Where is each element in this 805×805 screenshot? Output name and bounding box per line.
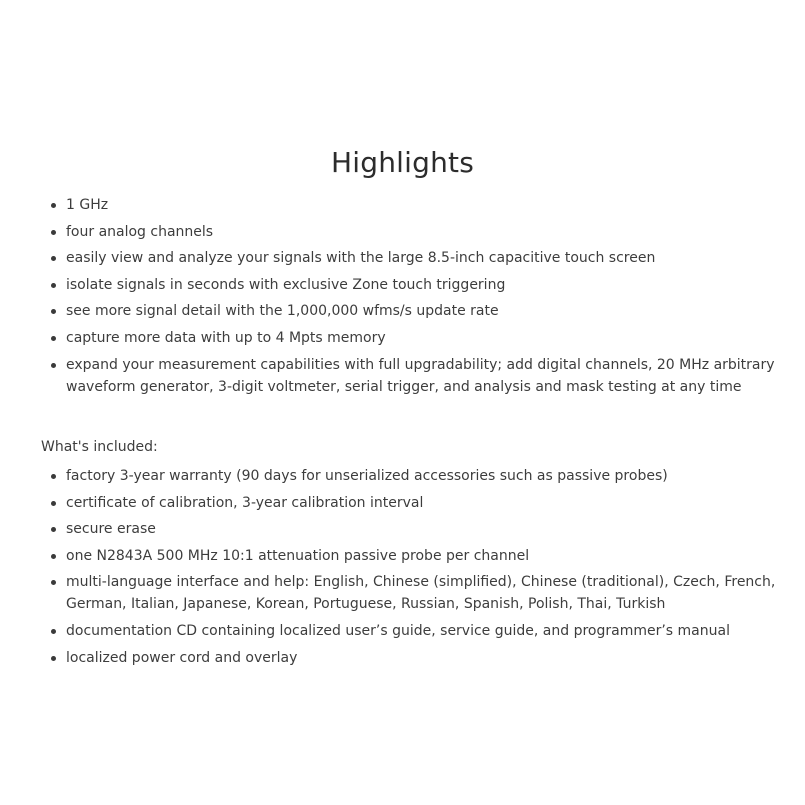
whats-included-label: What's included:	[41, 439, 158, 455]
list-item-text: see more signal detail with the 1,000,000 wfms/s update rate	[66, 303, 499, 320]
list-item-text: certificate of calibration, 3-year calibration interval	[66, 494, 424, 511]
list-item	[66, 545, 778, 567]
list-item	[66, 327, 778, 349]
list-item-text: isolate signals in seconds with exclusive Zone touch triggering	[66, 276, 506, 293]
list-item	[66, 571, 778, 615]
bullet-icon	[51, 629, 56, 634]
bullet-icon	[51, 656, 56, 661]
bullet-icon	[51, 501, 56, 506]
page-title: Highlights	[331, 146, 474, 179]
list-item	[66, 518, 778, 540]
list-item-text: easily view and analyze your signals with the large 8.5-inch capacitive touch screen	[66, 250, 656, 267]
included-list	[66, 465, 778, 673]
list-item	[66, 300, 778, 322]
list-item	[66, 221, 778, 243]
list-item-text: four analog channels	[66, 223, 214, 240]
bullet-icon	[51, 203, 56, 208]
bullet-icon	[51, 283, 56, 288]
bullet-icon	[51, 554, 56, 559]
bullet-icon	[51, 230, 56, 235]
list-item-text: multi-language interface and help: English, Chinese (simplified), Chinese (traditional), Czech, French, German, Italian, Japanese, Korean, Portuguese, Russian, Spanish, Polish, Thai, Turkish	[66, 574, 776, 613]
list-item-text: capture more data with up to 4 Mpts memory	[66, 329, 386, 346]
list-item	[66, 274, 778, 296]
list-item	[66, 354, 778, 398]
bullet-icon	[51, 336, 56, 341]
list-item-text: 1 GHz	[66, 197, 109, 213]
list-item-text: expand your measurement capabilities with full upgradability; add digital channels, 20 MHz arbitrary waveform generator, 3-digit voltmeter, serial trigger, and analysis and mask testing at any time	[66, 356, 775, 395]
highlights-list	[66, 194, 778, 402]
bullet-icon	[51, 580, 56, 585]
list-item-text: localized power cord and overlay	[66, 649, 298, 666]
list-item	[66, 647, 778, 669]
bullet-icon	[51, 527, 56, 532]
bullet-icon	[51, 474, 56, 479]
bullet-icon	[51, 363, 56, 368]
list-item	[66, 620, 778, 642]
bullet-icon	[51, 256, 56, 261]
list-item-text: secure erase	[66, 521, 156, 538]
list-item	[66, 194, 778, 216]
bullet-icon	[51, 309, 56, 314]
list-item	[66, 247, 778, 269]
list-item-text: documentation CD containing localized user’s guide, service guide, and programmer’s manual	[66, 622, 730, 639]
list-item-text: factory 3-year warranty (90 days for unserialized accessories such as passive probes)	[66, 468, 668, 484]
list-item	[66, 465, 778, 487]
list-item-text: one N2843A 500 MHz 10:1 attenuation passive probe per channel	[66, 547, 530, 564]
list-item	[66, 492, 778, 514]
